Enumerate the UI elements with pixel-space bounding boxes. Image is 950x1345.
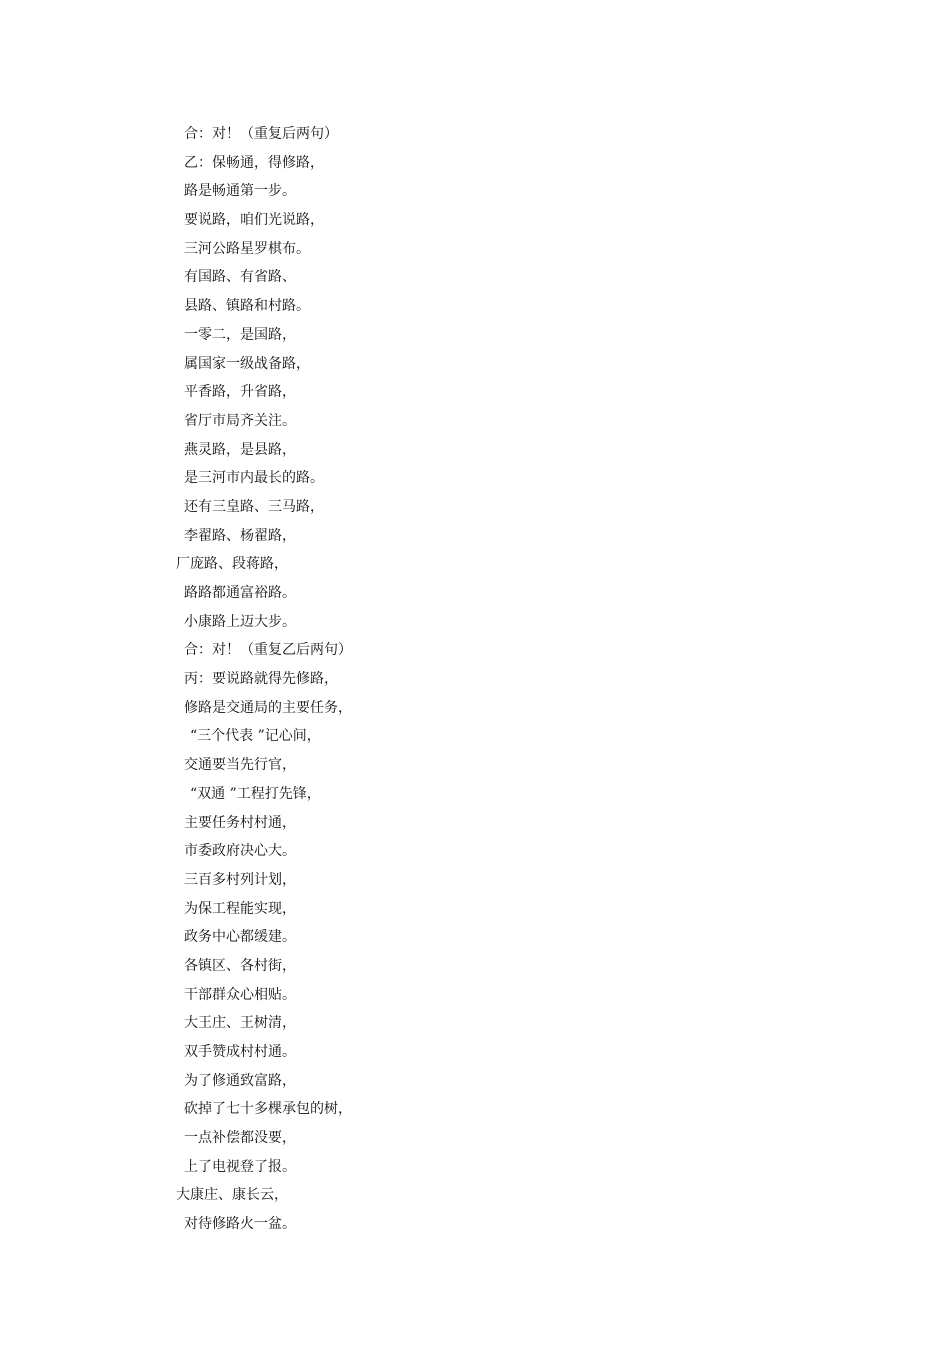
poem-text — [176, 120, 352, 1239]
poem-line: 厂庞路、段蒋路， — [176, 556, 288, 573]
poem-line: 县路、镇路和村路。 — [184, 298, 310, 315]
poem-line: 属国家一级战备路， — [184, 355, 310, 372]
poem-line: 合：对！（重复乙后两句） — [184, 642, 352, 659]
poem-line: 政务中心都缓建。 — [184, 929, 296, 946]
poem-line: 有国路、有省路、 — [184, 269, 296, 286]
poem-line: “三个代表 ”记心间， — [190, 728, 321, 745]
poem-line: 上了电视登了报。 — [184, 1158, 296, 1175]
poem-line: 要说路，咱们光说路， — [184, 212, 324, 229]
poem-line: 双手赞成村村通。 — [184, 1044, 296, 1060]
poem-line: 路路都通富裕路。 — [184, 585, 296, 601]
poem-line: 丙：要说路就得先修路， — [184, 671, 338, 688]
poem-line: 主要任务村村通， — [184, 814, 296, 831]
poem-line: 乙：保畅通，得修路， — [184, 154, 324, 171]
poem-line: 三河公路星罗棋布。 — [184, 240, 310, 257]
poem-line: 小康路上迈大步。 — [184, 613, 296, 630]
poem-line: 燕灵路，是县路， — [184, 441, 296, 458]
poem-line: 对待修路火一盆。 — [184, 1216, 296, 1233]
poem-line: 省厅市局齐关注。 — [184, 412, 296, 429]
poem-line: 砍掉了七十多棵承包的树， — [184, 1101, 352, 1118]
poem-line: 一零二，是国路， — [184, 326, 296, 343]
poem-line: 一点补偿都没要， — [184, 1130, 296, 1147]
poem-line: 平香路，升省路， — [184, 384, 296, 401]
poem-line: 交通要当先行官， — [184, 757, 296, 774]
poem-line: 路是畅通第一步。 — [184, 183, 296, 200]
poem-line: 还有三皇路、三马路， — [184, 498, 324, 515]
poem-line: 干部群众心相贴。 — [184, 986, 296, 1003]
poem-line: 修路是交通局的主要任务， — [184, 699, 352, 716]
poem-line: 各镇区、各村街， — [184, 957, 296, 974]
poem-line: 市委政府决心大。 — [184, 843, 296, 860]
poem-line: 大康庄、康长云， — [176, 1187, 288, 1204]
poem-line: 三百多村列计划， — [184, 871, 296, 888]
poem-line: 是三河市内最长的路。 — [184, 470, 324, 487]
poem-line: 李翟路、杨翟路， — [184, 527, 296, 544]
poem-line: 合：对！（重复后两句） — [184, 126, 338, 142]
poem-line: “双通 ”工程打先锋， — [190, 785, 321, 802]
poem-line: 大王庄、王树清， — [184, 1015, 296, 1032]
poem-line: 为保工程能实现， — [184, 900, 296, 917]
poem-line: 为了修通致富路， — [184, 1072, 296, 1089]
